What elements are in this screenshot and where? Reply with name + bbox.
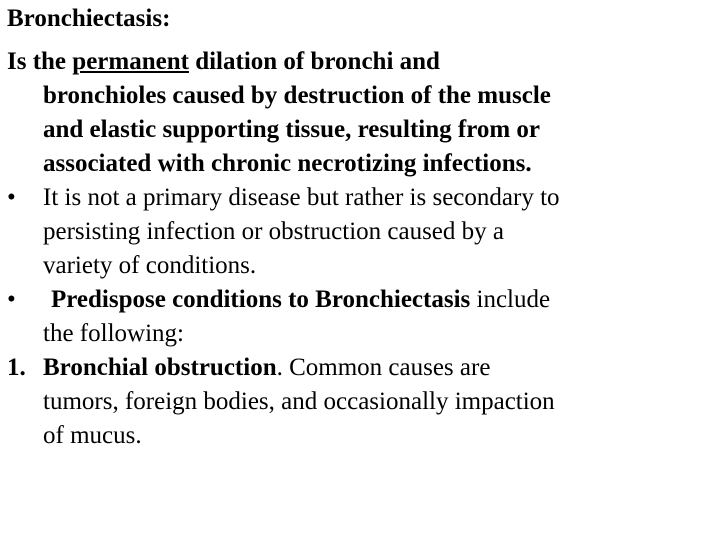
definition-line-4: associated with chronic necrotizing infections. [43,150,532,177]
definition-underlined-word: permanent [72,48,189,75]
item-number: 1. [7,354,26,381]
definition-line-2: bronchioles caused by destruction of the muscle [43,82,551,109]
definition-paragraph [7,45,715,181]
definition-line-1 [7,45,715,79]
bullet-2-rest: include [470,286,551,313]
definition-line-3: and elastic supporting tissue, resulting from or [43,116,541,143]
bullet-1-text: It is not a primary disease but rather is secondary to [43,184,560,211]
item-1-line-2: tumors, foreign bodies, and occasionally impaction [43,388,555,415]
definition-lead: Is the [7,48,73,75]
bullet-2-bold-text: Predispose conditions to Bronchiectasis [51,286,471,313]
slide-title: Bronchiectasis: [7,5,171,32]
bullet-2-line-2: the following: [43,320,184,347]
bullet-item-1 [7,181,715,283]
item-1-line-3: of mucus. [43,422,142,449]
bullet-marker: • [7,286,16,313]
item-1-line-1 [7,351,715,385]
numbered-item-1 [7,351,715,453]
definition-rest: dilation of bronchi and [188,48,440,75]
item-1-rest: . Common causes are [276,354,491,381]
bullet-1-line-3: variety of conditions. [43,252,257,279]
bullet-1-line-1 [7,181,715,215]
bullet-item-2 [7,283,715,351]
bullet-1-line-2: persisting infection or obstruction caused by a [43,218,504,245]
bullet-2-line-1 [7,283,715,317]
item-1-bold-text: Bronchial obstruction [43,354,277,381]
bullet-marker: • [7,184,16,211]
